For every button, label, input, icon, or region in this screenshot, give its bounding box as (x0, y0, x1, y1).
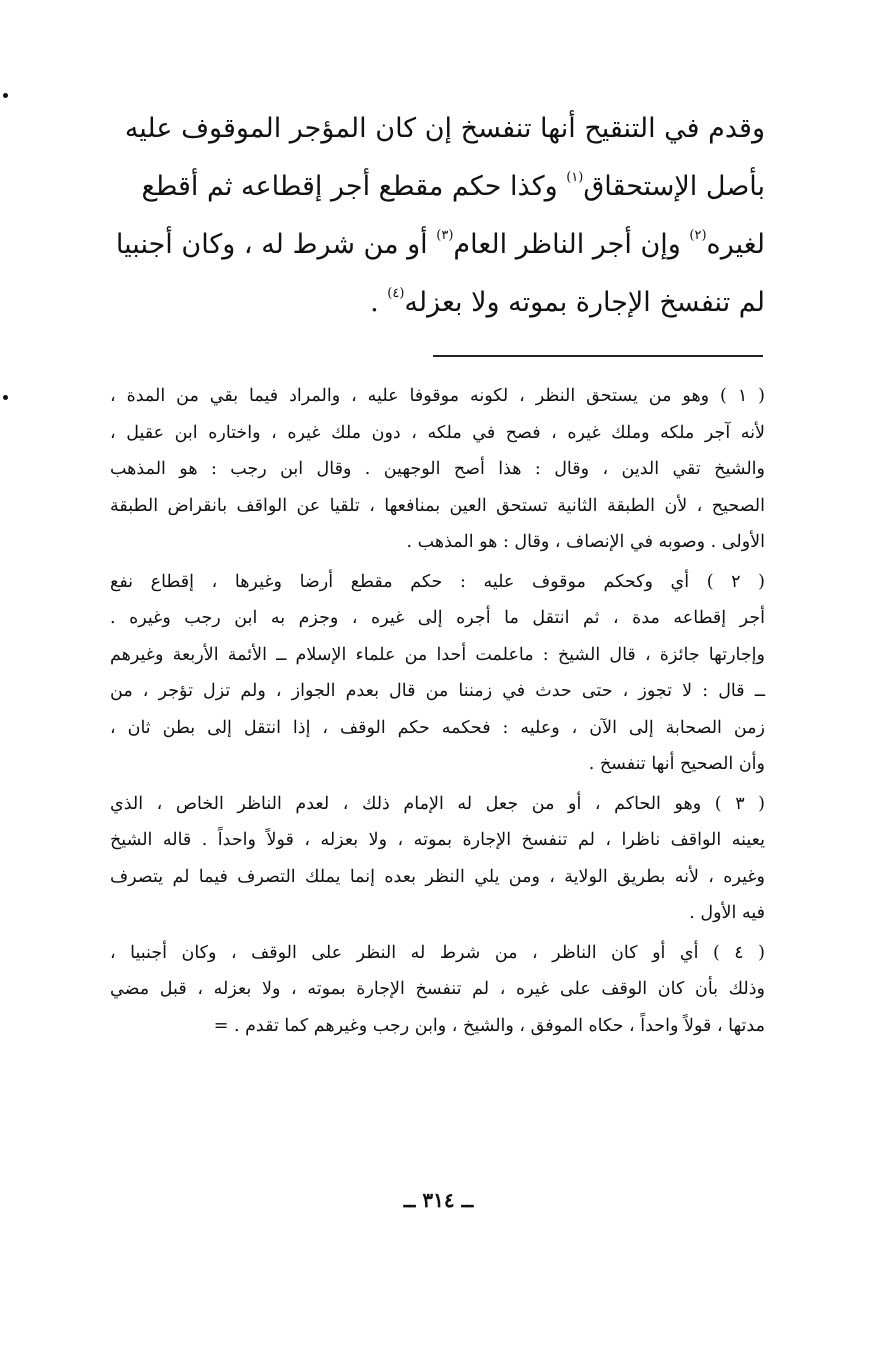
footnote-line: وأن الصحيح أنها تنفسخ . (588, 754, 765, 774)
footnote-line: مدتها ، قولاً واحداً ، حكاه الموفق ، والشيخ ، وابن رجب وغيرهم كما تقدم . = (213, 1015, 765, 1036)
footnote-1 (110, 378, 765, 561)
footnote-ref: (٤) (387, 286, 405, 301)
footnote-line: ( ٤ ) أي أو كان الناظر ، من شرط له النظر على الوقف ، وكان أجنبيا ، (110, 942, 766, 963)
footnote-line: وذلك بأن كان الوقف على غيره ، لم تنفسخ الإجارة بموته ، ولا بعزله ، قبل مضي (110, 979, 765, 999)
page-number: ــ ٣١٤ ــ (403, 1188, 474, 1212)
main-text-line: لم تنفسخ الإجارة بموته ولا بعزله$^{(٤)}$ . (370, 286, 765, 318)
main-text-line: بأصل الإستحقاق$^{(١)}$ وكذا حكم مقطع أجر إقطاعه ثم أقطع (141, 170, 765, 202)
footnote-line: ( ٢ ) أي وكحكم موقوف عليه : حكم مقطع أرضا وغيرها ، إقطاع نفع (110, 571, 766, 592)
main-text-line: وقدم في التنقيح أنها تنفسخ إن كان المؤجر الموقوف عليه (124, 113, 765, 144)
main-text (115, 100, 765, 332)
footnote-line: ــ قال : لا تجوز ، حتى حدث في زمننا من قال بعدم الجواز ، ولم تزل تؤجر ، من (110, 681, 765, 701)
footnotes (110, 378, 765, 1047)
footnote-line: يعينه الواقف ناظرا ، لم تنفسخ الإجارة بموته ، ولا بعزله ، قولاً واحداً . قاله الشيخ (110, 830, 765, 850)
footnote-line: الأولى . وصوبه في الإنصاف ، وقال : هو المذهب . (406, 532, 765, 552)
main-text-line: لغيره$^{(٢)}$ وإن أجر الناظر العام$^{(٣)}$ أو من شرط له ، وكان أجنبيا (115, 228, 765, 260)
footnote-line: ( ٣ ) وهو الحاكم ، أو من جعل له الإمام ذلك ، لعدم الناظر الخاص ، الذي (110, 793, 765, 814)
footnote-ref: (٣) (436, 228, 454, 243)
footnote-line: أجر إقطاعه مدة ، ثم انتقل ما أجره إلى غيره ، وجزم به ابن رجب وغيره . (110, 608, 765, 628)
footnote-line: والشيخ تقي الدين ، وقال : هذا أصح الوجهين . وقال ابن رجب : هو المذهب (110, 459, 765, 479)
footnote-3 (110, 786, 765, 932)
footnote-2 (110, 564, 765, 783)
footnote-4 (110, 935, 765, 1045)
footnote-line: فيه الأول . (689, 903, 765, 923)
footnote-line: الصحيح ، لأن الطبقة الثانية تستحق العين بمنافعها ، تلقيا عن الواقف بانقراض الطبقة (110, 495, 765, 516)
footnote-separator (433, 355, 763, 357)
footnote-line: وغيره ، لأنه بطريق الولاية ، ومن يلي النظر بعده إنما يملك التصرف فيما لم يتصرف (110, 866, 765, 887)
footnote-ref: (٢) (689, 228, 707, 243)
scan-mark (3, 395, 8, 400)
footnote-line: وإجارتها جائزة ، قال الشيخ : ماعلمت أحدا من علماء الإسلام ــ الأئمة الأربعة وغيرهم (110, 644, 765, 665)
footnote-line: لأنه آجر ملكه وملك غيره ، فصح في ملكه ، دون ملك غيره ، واختاره ابن عقيل ، (110, 422, 765, 443)
scan-mark (3, 93, 8, 98)
footnote-ref: (١) (566, 170, 584, 185)
footnote-line: ( ١ ) وهو من يستحق النظر ، لكونه موقوفا عليه ، والمراد فيما بقي من المدة ، (110, 386, 765, 406)
footnote-line: زمن الصحابة إلى الآن ، وعليه : فحكمه حكم الوقف ، إذا انتقل إلى بطن ثان ، (110, 717, 765, 738)
